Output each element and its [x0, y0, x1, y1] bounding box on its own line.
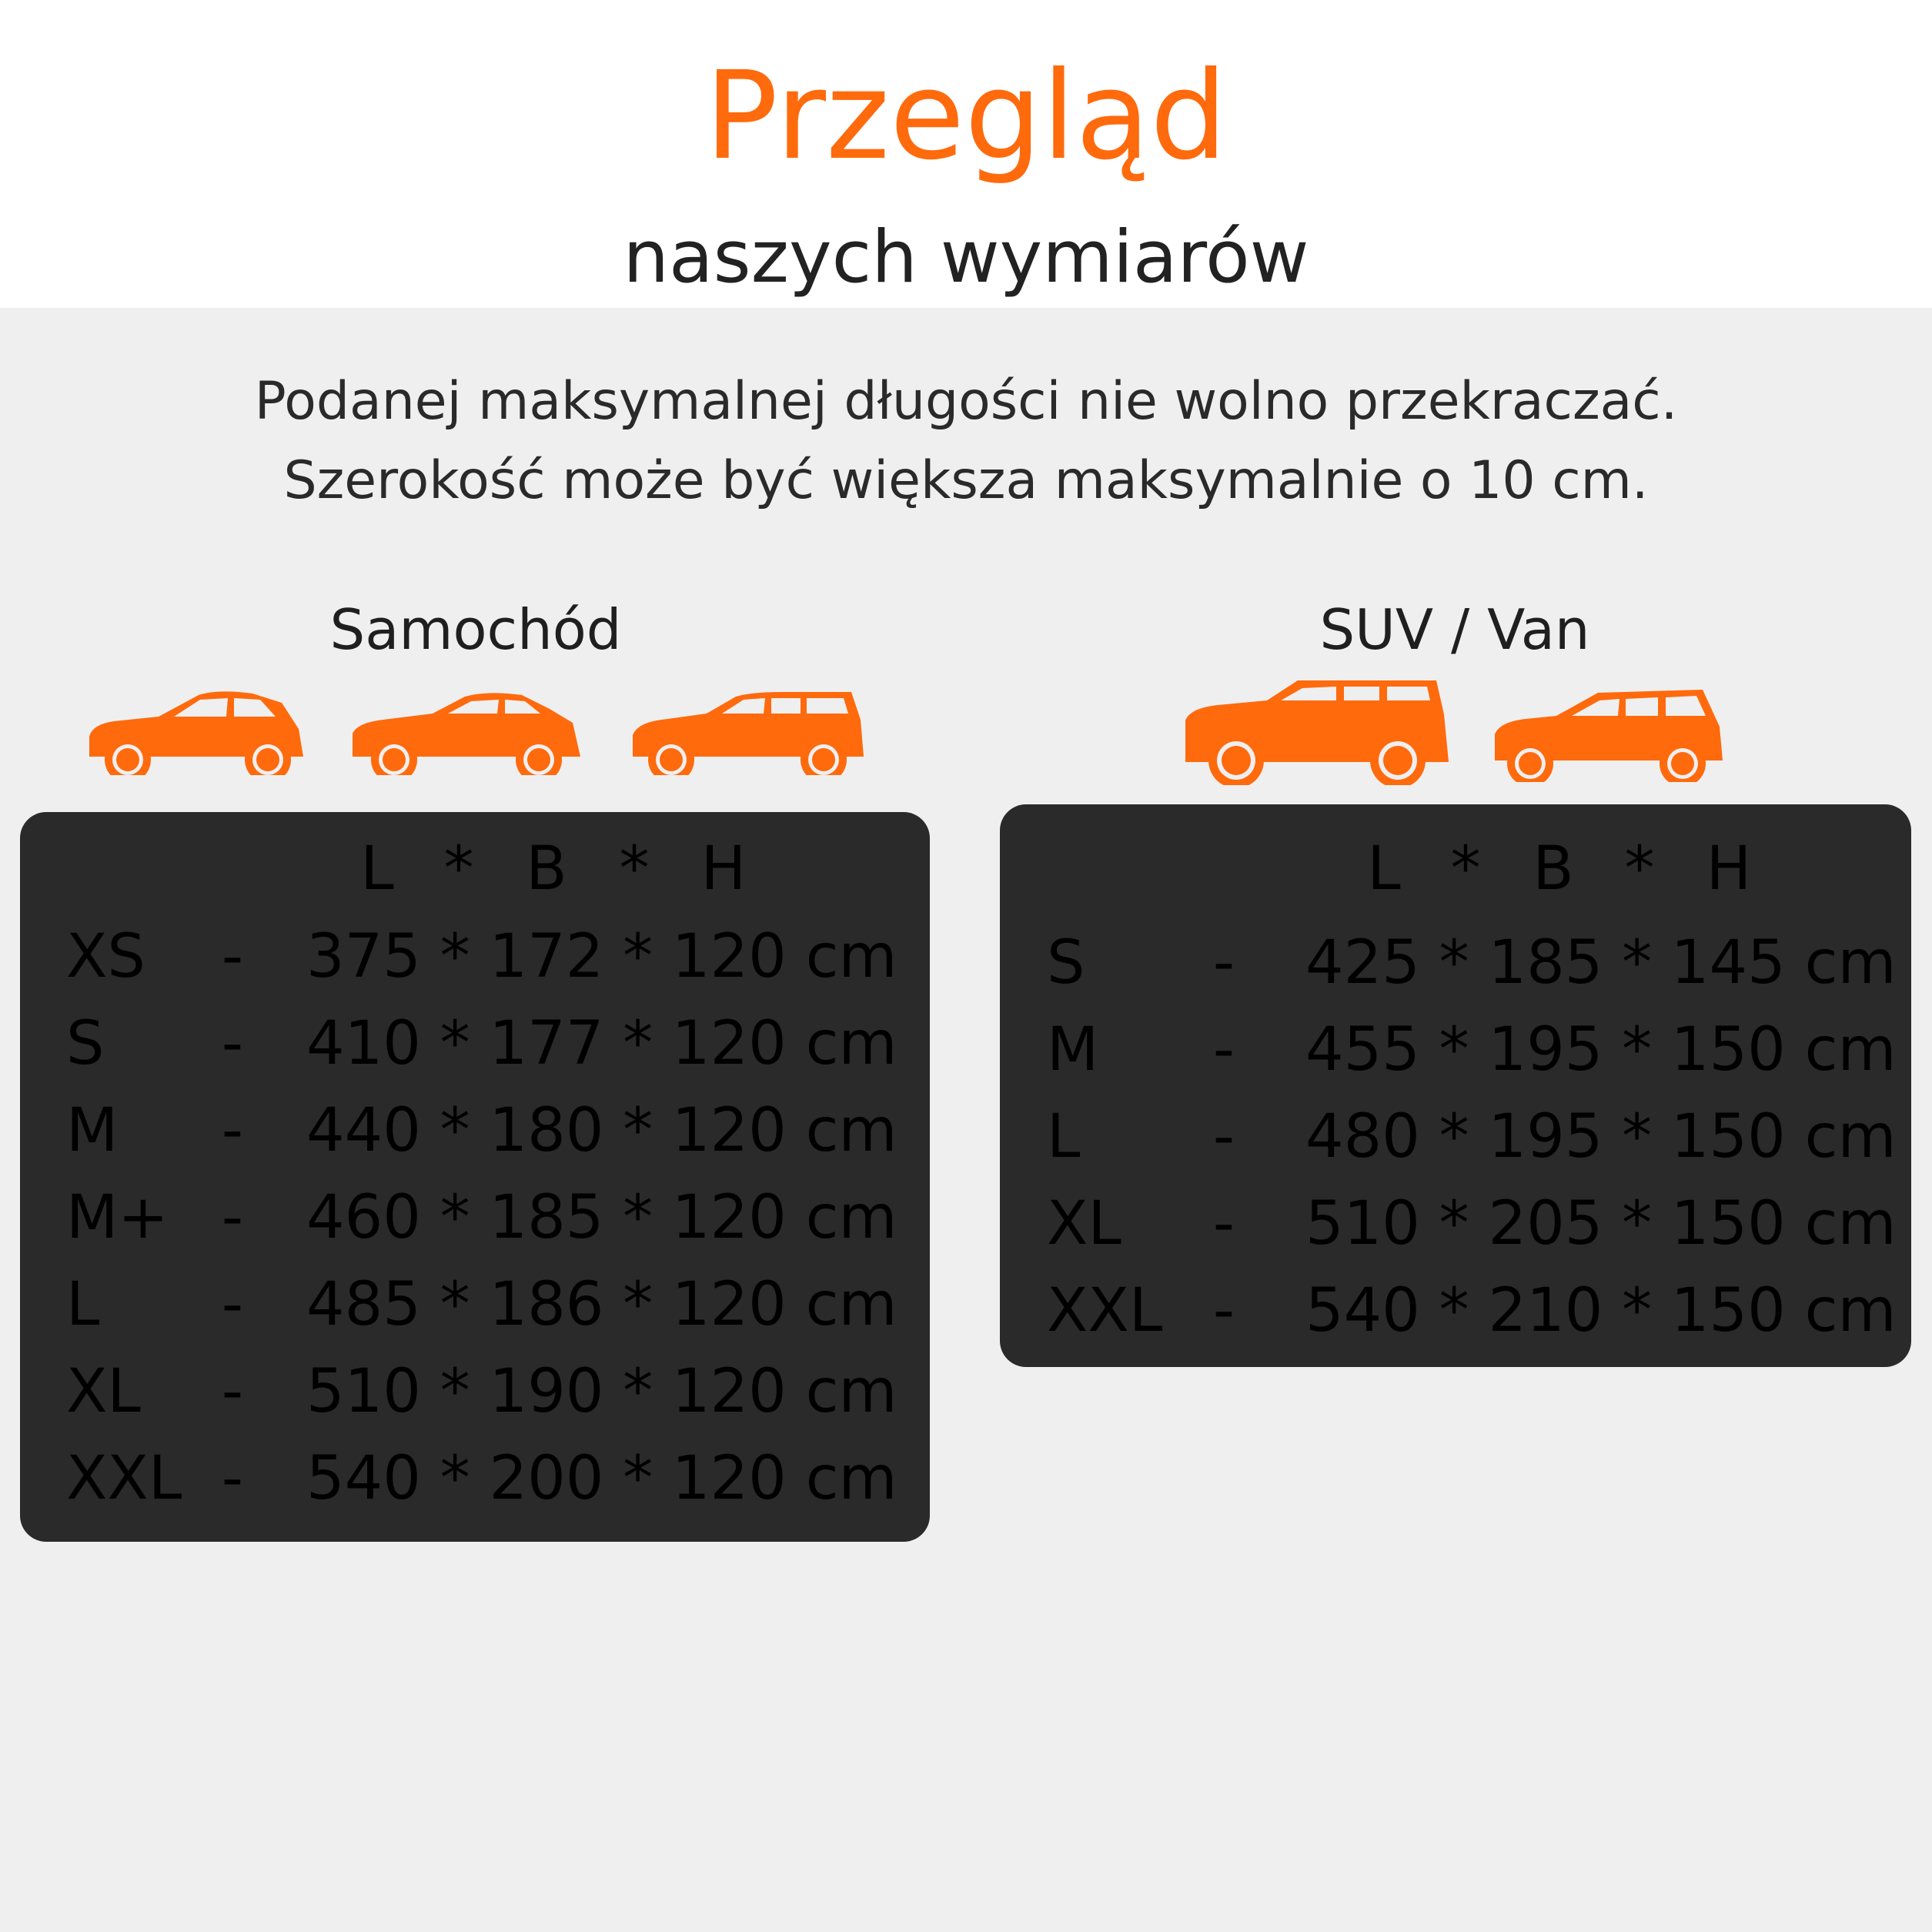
header-length: L	[360, 834, 394, 904]
header-separator: *	[443, 834, 474, 904]
van-car-icon	[1490, 687, 1726, 782]
size-label: XL	[1047, 1189, 1121, 1258]
size-label: M+	[66, 1183, 169, 1252]
header-width: B	[526, 834, 567, 904]
dimensions-value: 460 * 185 * 120 cm	[306, 1183, 897, 1252]
dimensions-value: 485 * 186 * 120 cm	[306, 1270, 897, 1339]
row-separator: -	[1212, 928, 1235, 998]
row-separator: -	[221, 1009, 244, 1078]
section-title-car: Samochód	[329, 597, 622, 662]
header-length: L	[1367, 834, 1401, 904]
row-separator: -	[221, 1096, 244, 1165]
row-separator: -	[221, 1270, 244, 1339]
hatchback-car-icon	[83, 689, 306, 775]
size-label: XXL	[66, 1444, 182, 1513]
size-label: XL	[66, 1357, 141, 1426]
header-separator: *	[619, 834, 650, 904]
dimensions-value: 480 * 195 * 150 cm	[1305, 1102, 1897, 1172]
dimensions-value: 425 * 185 * 145 cm	[1305, 928, 1897, 998]
dimensions-value: 410 * 177 * 120 cm	[306, 1009, 897, 1078]
dimensions-value: 510 * 190 * 120 cm	[306, 1357, 897, 1426]
size-label: XS	[66, 922, 145, 991]
size-label: S	[66, 1009, 105, 1078]
row-separator: -	[1212, 1102, 1235, 1172]
suv-car-icon	[1182, 677, 1452, 785]
size-label: L	[66, 1270, 100, 1339]
row-separator: -	[1212, 1015, 1235, 1085]
header-width: B	[1533, 834, 1574, 904]
page-subtitle: naszych wymiarów	[623, 216, 1309, 299]
row-separator: -	[221, 1444, 244, 1513]
header-height: H	[1706, 834, 1752, 904]
row-separator: -	[221, 1357, 244, 1426]
sedan-car-icon	[348, 689, 585, 775]
row-separator: -	[221, 1183, 244, 1252]
dimensions-value: 375 * 172 * 120 cm	[306, 922, 897, 991]
header-height: H	[700, 834, 747, 904]
size-label: M	[1047, 1015, 1099, 1085]
size-label: S	[1047, 928, 1085, 998]
note-width-tolerance: Szerokość może być większa maksymalnie o 10 cm.	[283, 450, 1649, 511]
row-separator: -	[1212, 1189, 1235, 1258]
size-label: XXL	[1047, 1276, 1163, 1345]
dimensions-value: 540 * 210 * 150 cm	[1305, 1276, 1897, 1345]
page-title: Przegląd	[704, 45, 1228, 187]
dimensions-value: 540 * 200 * 120 cm	[306, 1444, 897, 1513]
row-separator: -	[1212, 1276, 1235, 1345]
row-separator: -	[221, 922, 244, 991]
size-label: M	[66, 1096, 119, 1165]
header-separator: *	[1450, 834, 1481, 904]
dimensions-value: 510 * 205 * 150 cm	[1305, 1189, 1897, 1258]
note-max-length: Podanej maksymalnej długości nie wolno przekraczać.	[254, 371, 1678, 432]
size-label: L	[1047, 1102, 1081, 1172]
section-title-suv: SUV / Van	[1319, 597, 1590, 662]
estate-car-icon	[628, 689, 867, 775]
header-separator: *	[1624, 834, 1655, 904]
dimensions-value: 455 * 195 * 150 cm	[1305, 1015, 1897, 1085]
dimensions-value: 440 * 180 * 120 cm	[306, 1096, 897, 1165]
